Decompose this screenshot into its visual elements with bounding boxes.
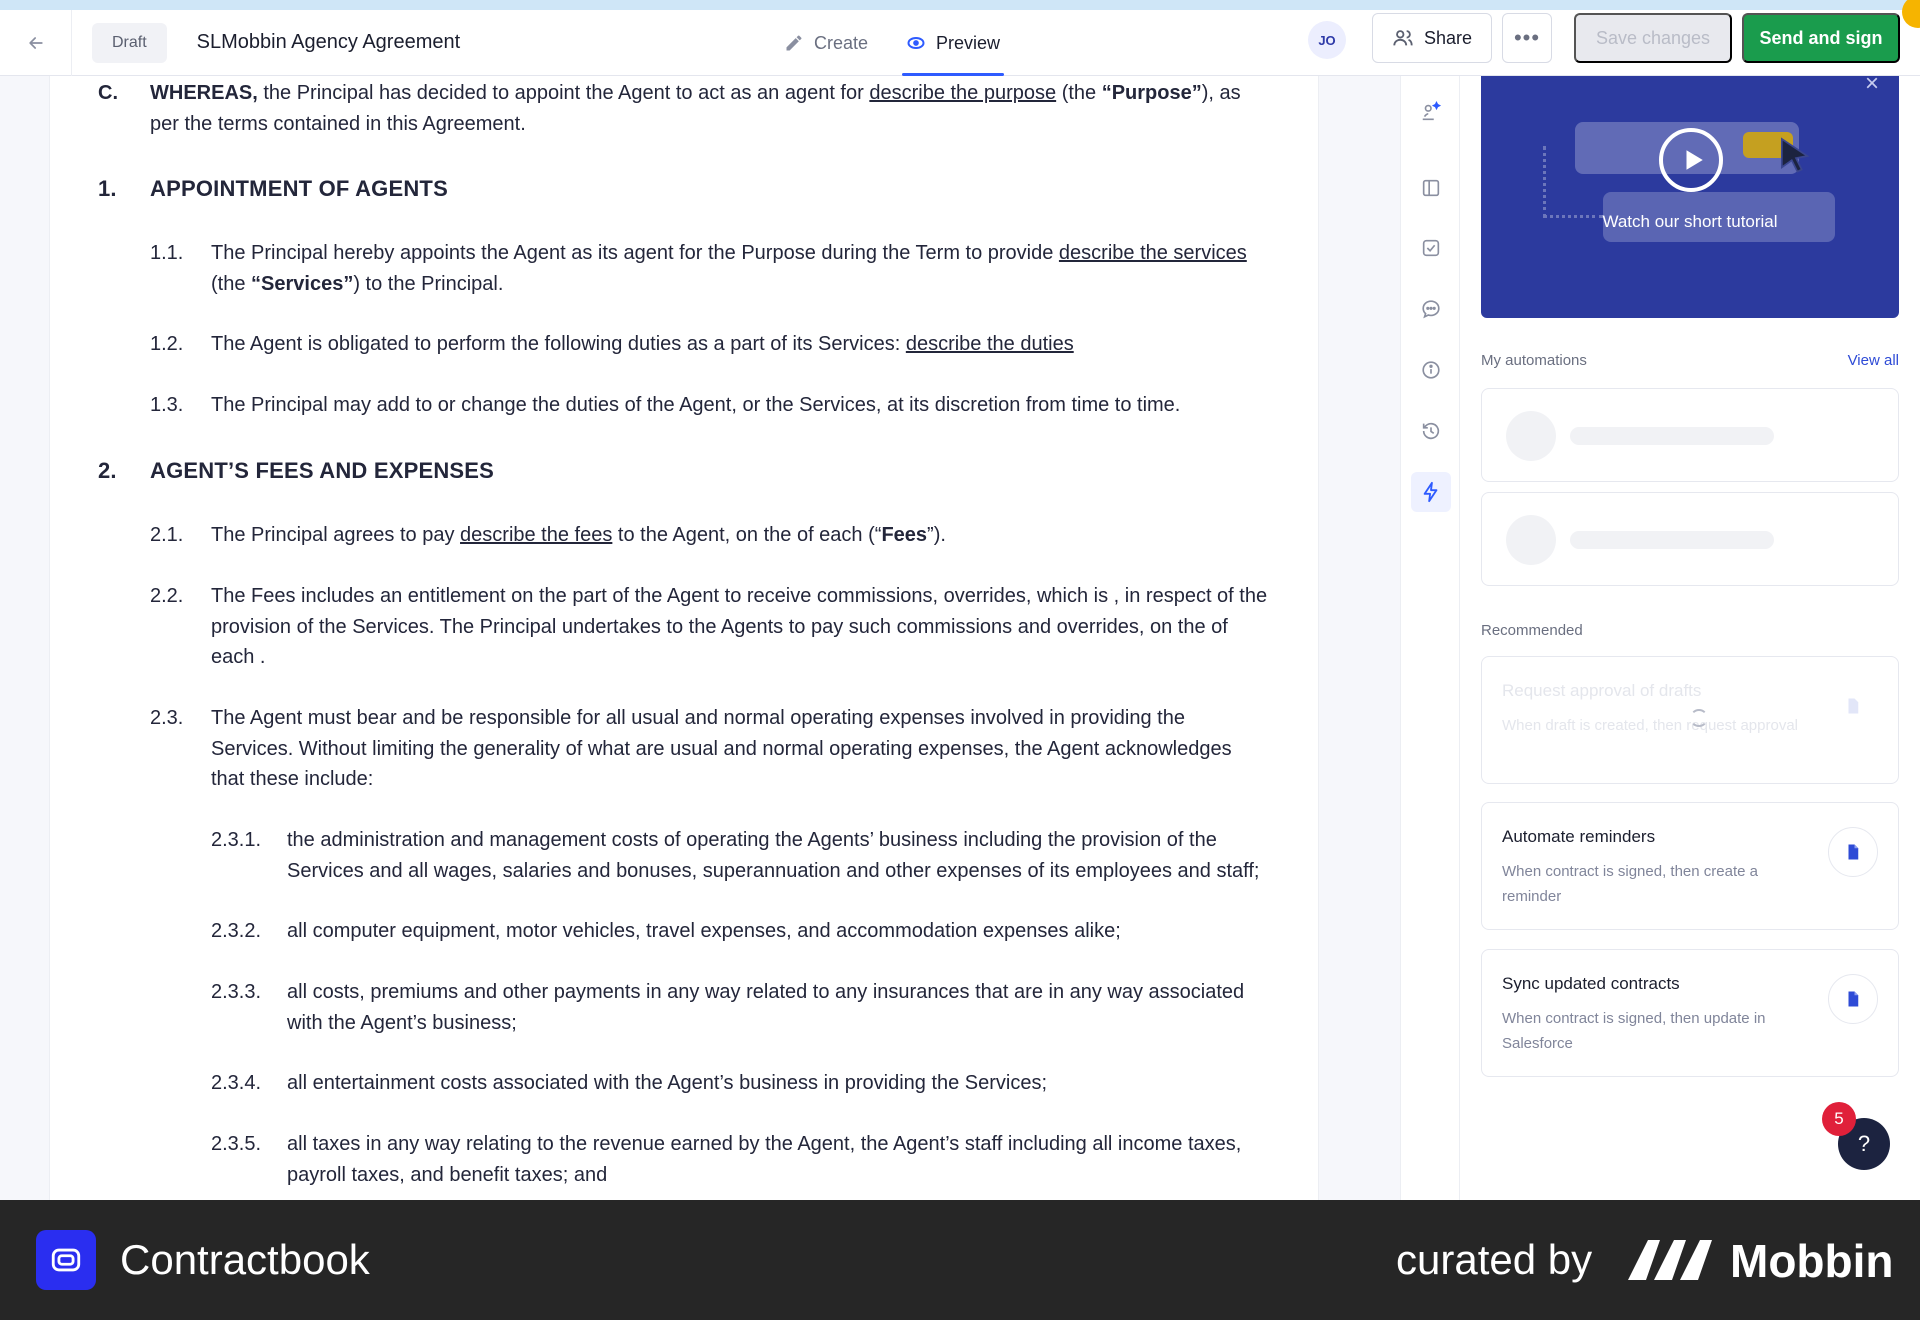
fees-link[interactable]: describe the fees: [460, 524, 613, 546]
loading-spinner-icon: [1690, 709, 1708, 727]
section-2-title: AGENT’S FEES AND EXPENSES: [150, 458, 495, 483]
subclause-2-3-4: [287, 1068, 1297, 1099]
recital-text: ), as: [1201, 82, 1241, 104]
recommendation-title: Automate reminders: [1502, 827, 1656, 846]
clause-2-2: [211, 581, 1291, 673]
clause-number: 1.2.: [150, 333, 184, 355]
document-title[interactable]: SLMobbin Agency Agreement: [196, 31, 461, 53]
clause-text: all taxes in any way relating to the revenue earned by the Agent, the Agent’s staff including all income taxes,: [287, 1133, 1242, 1155]
clause-text: that these include:: [211, 768, 374, 790]
document-canvas: [0, 76, 1400, 1200]
clause-text: The Principal hereby appoints the Agent as its agent for the Purpose during the Term to provide: [211, 242, 1059, 264]
clause-text: all computer equipment, motor vehicles, travel expenses, and accommodation expenses alike;: [287, 920, 1121, 942]
clause-text: The Agent must bear and be responsible for all usual and normal operating expenses involved in providing the: [211, 707, 1185, 729]
recommendation-title: Request approval of drafts: [1502, 681, 1702, 700]
help-notification-badge: 5: [1822, 1102, 1856, 1136]
curated-by-label: curated by: [1396, 1236, 1593, 1283]
eye-icon: [906, 33, 926, 53]
recommendation-card[interactable]: [1481, 802, 1899, 930]
clause-number: 2.2.: [150, 585, 184, 607]
clause-text: provision of the Services. The Principal undertakes to the Agents to pay such commissions and overrides, on the of: [211, 615, 1228, 638]
draft-badge: Draft: [92, 23, 167, 63]
clause-text: (the: [211, 272, 252, 295]
recital-term: “Purpose”: [1101, 82, 1202, 104]
top-strip: [0, 0, 1920, 10]
clause-text: all entertainment costs associated with the Agent’s business in providing the Services;: [287, 1072, 1048, 1094]
duties-link[interactable]: describe the duties: [905, 333, 1074, 355]
recital-text: per the terms contained in this Agreement.: [150, 112, 526, 135]
cursor-icon: [1779, 136, 1813, 176]
tab-create-label: Create: [814, 32, 869, 53]
info-icon[interactable]: [1417, 356, 1445, 384]
automations-heading: My automations: [1481, 352, 1587, 369]
recital-text: the Principal has decided to appoint the Agent to act as an agent for: [257, 82, 870, 104]
clause-2-3: [211, 703, 1291, 795]
recommendation-description: When contract is signed, then update in Salesforce: [1502, 1010, 1766, 1052]
clause-text: each .: [211, 646, 266, 668]
subclause-number: 2.3.1.: [211, 829, 262, 851]
section-1-number: 1.: [98, 176, 117, 201]
more-options-button[interactable]: •••: [1502, 13, 1552, 63]
recommended-heading: Recommended: [1481, 622, 1583, 639]
clause-term: “Services”: [251, 272, 354, 295]
document-icon: [1828, 681, 1878, 731]
mode-tabs: [780, 10, 1004, 76]
subclause-number: 2.3.4.: [211, 1072, 262, 1094]
clause-text: ) to the Principal.: [353, 272, 504, 295]
services-link[interactable]: describe the services: [1058, 242, 1247, 264]
view-all-link[interactable]: View all: [1847, 352, 1899, 369]
recommendation-description: When draft is created, then request approval: [1502, 717, 1799, 734]
recital-number: C.: [98, 82, 118, 104]
recommendation-card[interactable]: [1481, 949, 1899, 1077]
document-icon: [1828, 827, 1878, 877]
clause-text: with the Agent’s business;: [287, 1011, 517, 1034]
automation-skeleton-card: [1481, 388, 1899, 482]
clause-text: all costs, premiums and other payments in any way related to any insurances that are in any way associated: [287, 981, 1245, 1003]
clause-text: ”).: [927, 524, 946, 546]
layout-panel-icon[interactable]: [1417, 174, 1445, 202]
share-label: Share: [1423, 27, 1473, 48]
recital-c: [150, 78, 1270, 139]
document-icon: [1828, 974, 1878, 1024]
skeleton-line: [1570, 427, 1774, 445]
tab-preview[interactable]: [902, 10, 1004, 76]
clause-text: The Agent is obligated to perform the following duties as a part of its Services:: [211, 333, 906, 355]
skeleton-avatar: [1506, 515, 1556, 565]
section-2-number: 2.: [98, 458, 117, 483]
automation-skeleton-card: [1481, 492, 1899, 586]
recommendation-card[interactable]: [1481, 656, 1899, 784]
clause-text: payroll taxes, and benefit taxes; and: [287, 1163, 608, 1186]
signature-sparkle-icon[interactable]: [1417, 98, 1445, 126]
recital-purpose-link[interactable]: describe the purpose: [869, 82, 1057, 104]
send-and-sign-button[interactable]: Send and sign: [1742, 13, 1900, 63]
share-button[interactable]: [1372, 13, 1492, 63]
clause-2-1: [211, 520, 1271, 551]
clause-number: 2.1.: [150, 524, 184, 546]
clause-number: 1.1.: [150, 242, 184, 264]
subclause-number: 2.3.5.: [211, 1133, 262, 1155]
clause-text: to the Agent, on the of each (“: [612, 524, 882, 546]
notification-dot: [1902, 0, 1920, 28]
subclause-number: 2.3.2.: [211, 920, 262, 942]
pencil-icon: [784, 33, 804, 53]
section-1-title: APPOINTMENT OF AGENTS: [150, 176, 448, 201]
subclause-number: 2.3.3.: [211, 981, 262, 1003]
tutorial-video-card[interactable]: [1481, 76, 1899, 318]
arrow-left-icon: [26, 33, 46, 53]
play-icon[interactable]: [1659, 128, 1723, 192]
tab-create[interactable]: [780, 10, 872, 76]
brand-name: Contractbook: [120, 1236, 370, 1283]
skeleton-avatar: [1506, 411, 1556, 461]
history-icon[interactable]: [1417, 417, 1445, 445]
users-icon: [1392, 27, 1414, 49]
clause-text: the administration and management costs of operating the Agents’ business including the provision of the: [287, 829, 1217, 851]
recommendation-description: When contract is signed, then create a reminder: [1502, 863, 1758, 905]
clause-1-1: [211, 238, 1271, 299]
footer-banner: [0, 1200, 1920, 1320]
mobbin-logo-icon: [1626, 1236, 1714, 1282]
back-button[interactable]: [0, 10, 72, 76]
subclause-2-3-3: [287, 977, 1297, 1038]
clause-text: Services. Without limiting the generality of what are usual and normal operating expenses, the Agent acknowledges: [211, 737, 1232, 760]
comment-icon[interactable]: [1417, 295, 1445, 323]
skeleton-line: [1570, 531, 1774, 549]
save-changes-button[interactable]: Save changes: [1574, 13, 1732, 63]
automations-panel: [1460, 76, 1920, 1200]
clause-number: 2.3.: [150, 707, 184, 729]
clause-term: Fees: [881, 524, 928, 546]
top-bar: [0, 10, 1920, 76]
clause-1-2: [211, 329, 1271, 360]
avatar[interactable]: JO: [1308, 21, 1346, 59]
recital-lead: WHEREAS,: [150, 82, 258, 104]
recommendation-title: Sync updated contracts: [1502, 974, 1680, 993]
subclause-2-3-5: [287, 1129, 1297, 1190]
contractbook-logo-icon: [36, 1230, 96, 1290]
clause-text: The Principal agrees to pay: [211, 524, 461, 546]
clause-1-3: The Principal may add to or change the duties of the Agent, or the Services, at its discretion from time to time.: [211, 394, 1181, 416]
checkbox-icon[interactable]: [1417, 234, 1445, 262]
help-button[interactable]: ?: [1838, 1118, 1890, 1170]
clause-number: 1.3.: [150, 394, 184, 416]
recital-text: (the: [1056, 82, 1102, 104]
subclause-2-3-1: [287, 825, 1297, 886]
clause-text: The Fees includes an entitlement on the part of the Agent to receive commissions, overrides, which is , in respect of the: [211, 585, 1268, 607]
mobbin-name: Mobbin: [1730, 1235, 1894, 1287]
document-page: [50, 76, 1318, 1200]
side-rail: [1400, 76, 1460, 1200]
tab-preview-label: Preview: [936, 32, 1001, 53]
tutorial-label: Watch our short tutorial: [1602, 212, 1778, 231]
clause-text: Services and all wages, salaries and bonuses, superannuation and other expenses of its employees and staff;: [287, 859, 1260, 882]
subclause-2-3-2: [287, 916, 1297, 947]
close-icon[interactable]: ×: [1864, 76, 1879, 97]
lightning-icon[interactable]: [1411, 472, 1451, 512]
